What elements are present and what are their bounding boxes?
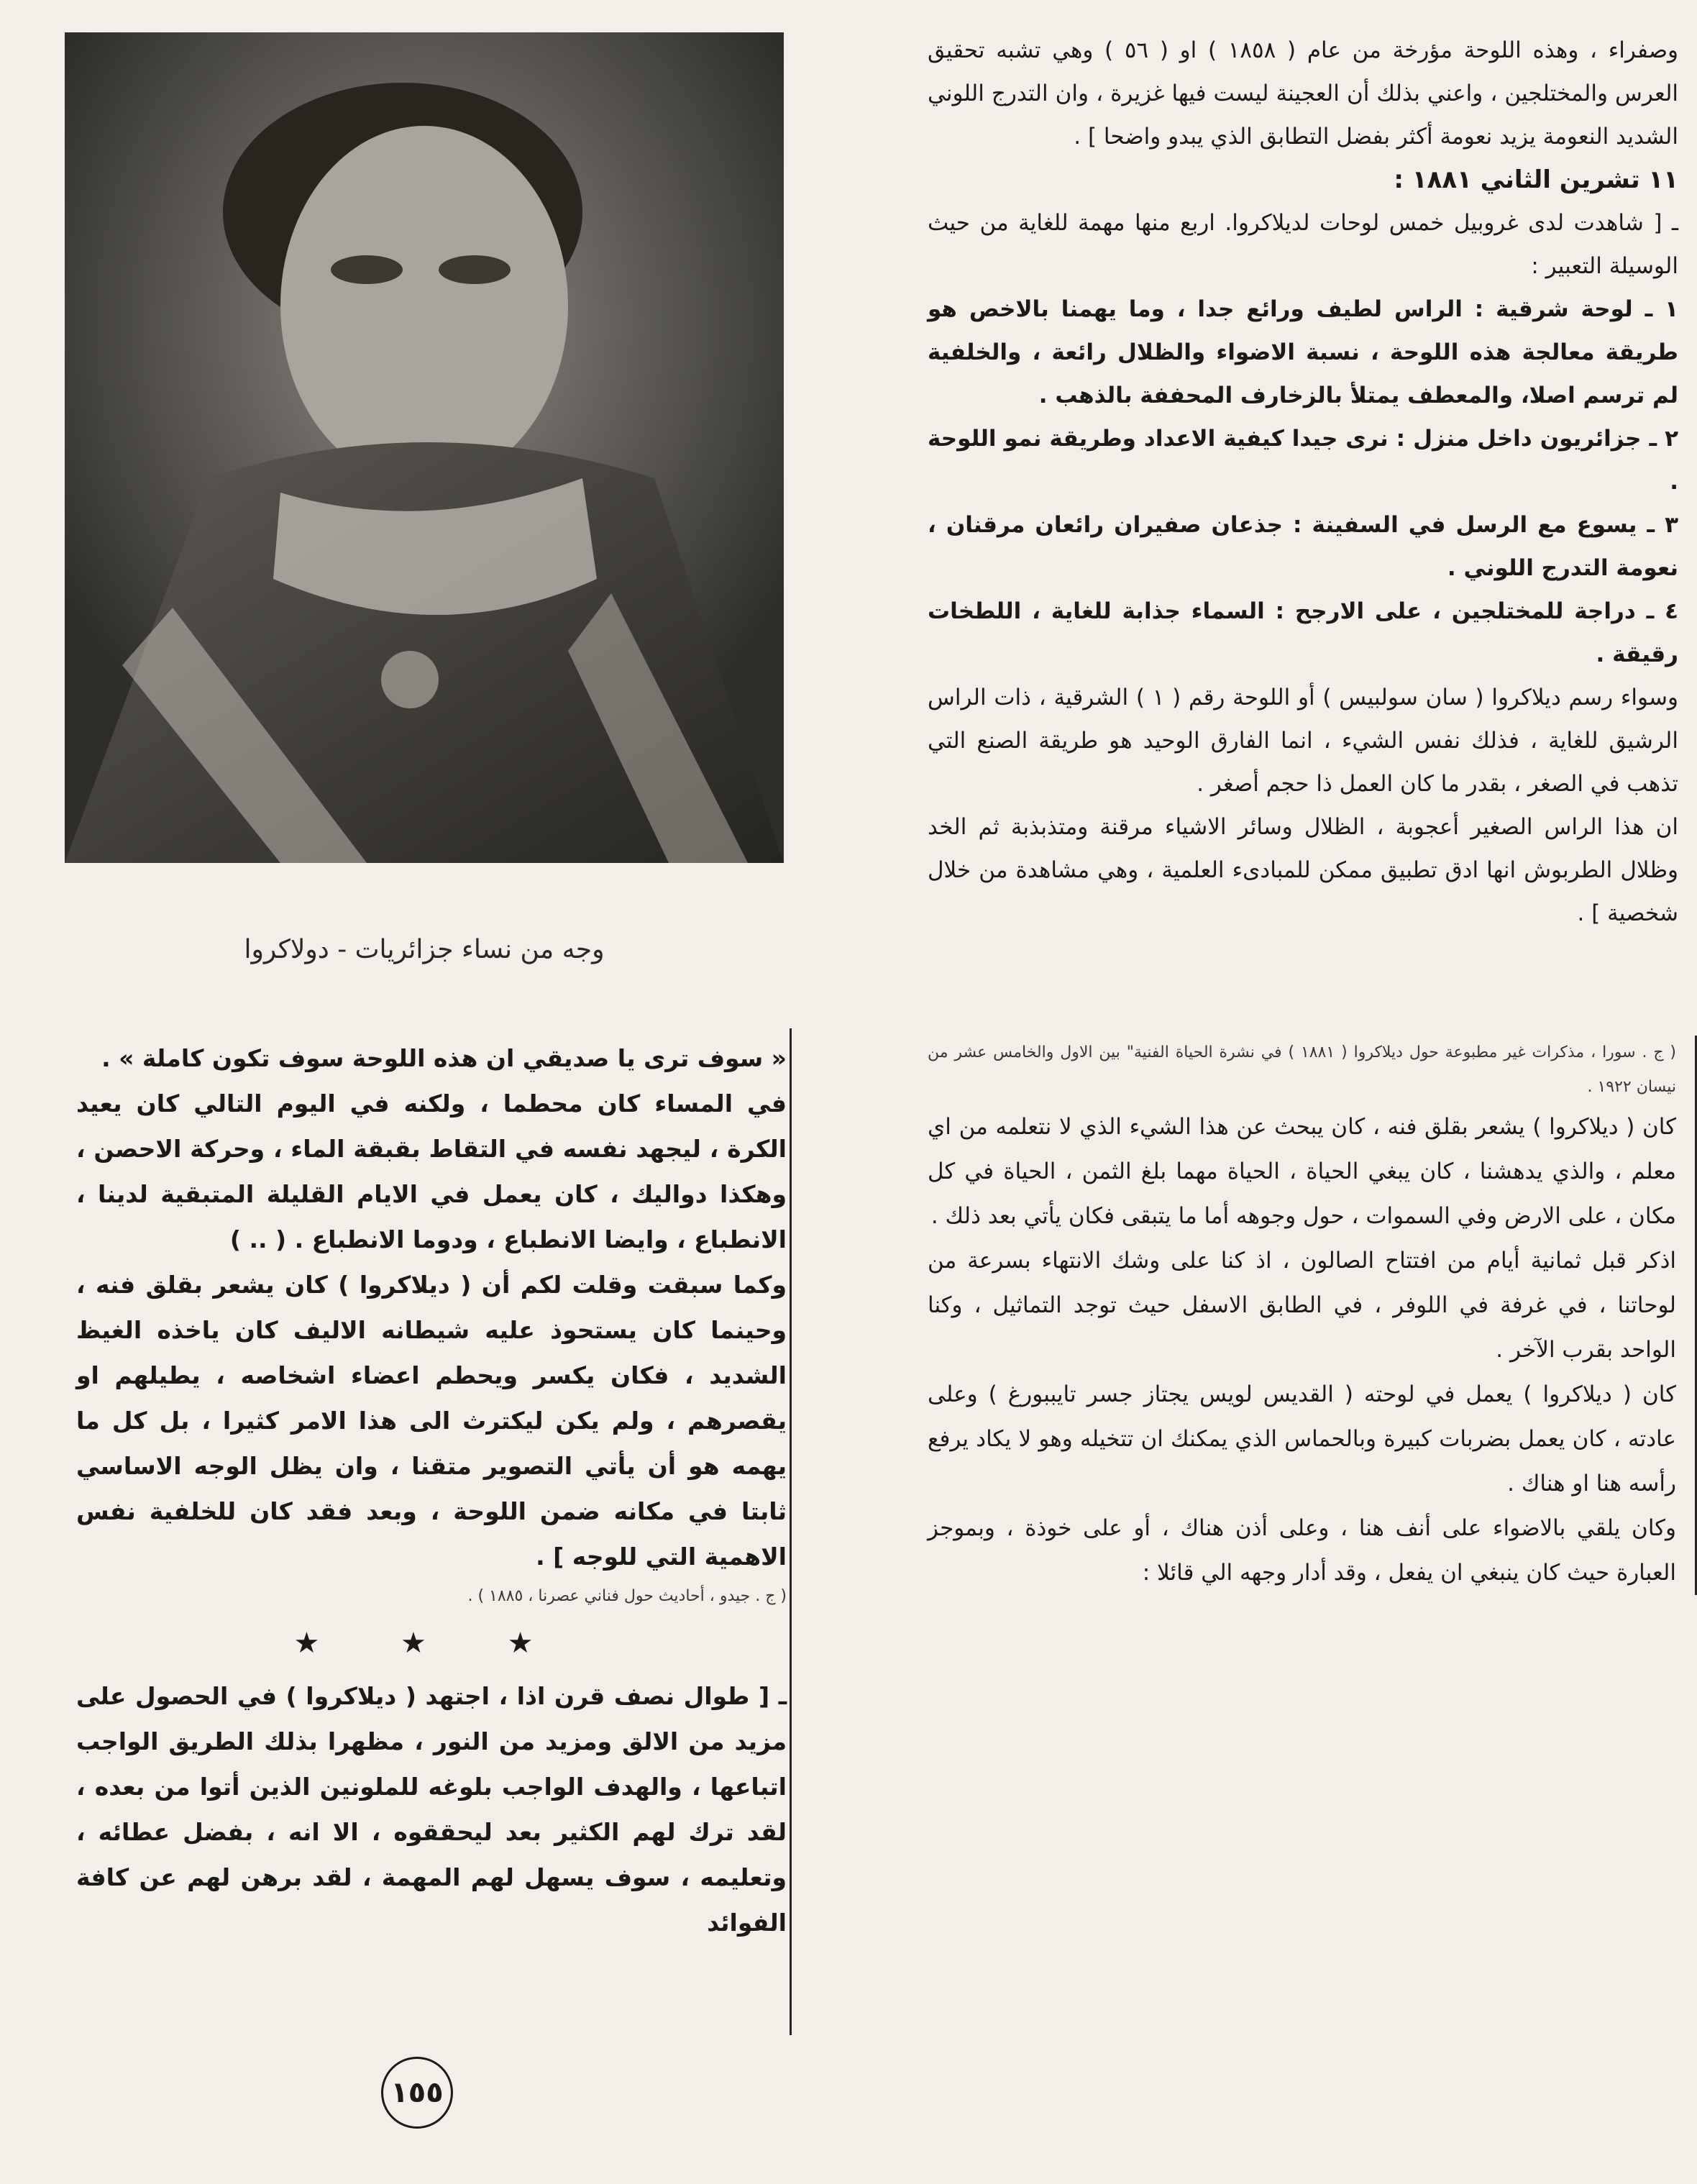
list-item: ٢ ـ جزائريون داخل منزل : نرى جيدا كيفية الاعداد وطريقة نمو اللوحة . bbox=[928, 426, 1678, 495]
stars-separator: ★ ★ ★ bbox=[293, 1627, 570, 1660]
page-number: ١٥٥ bbox=[381, 2057, 453, 2129]
paragraph: كان ( ديلاكروا ) يشعر بقلق فنه ، كان يبحث عن هذا الشيء الذي لا نتعلمه من اي معلم ، والذي يدهشنا ، كان يبغي الحياة ، الحياة مهما بلغ الثمن ، الحياة في كل مكان ، على الارض وفي السموات ، حول وجوهه أما ما يتبقى فكان يأتي بعد ذلك . bbox=[928, 1114, 1676, 1229]
photo-caption: وجه من نساء جزائريات - دولاكروا bbox=[244, 935, 605, 964]
paragraph: « سوف ترى يا صديقي ان هذه اللوحة سوف تكون كاملة » . bbox=[101, 1044, 787, 1072]
paragraph: وصفراء ، وهذه اللوحة مؤرخة من عام ( ١٨٥٨ ) او ( ٥٦ ) وهي تشبه تحقيق العرس والمختلجين ، واعني بذلك أن العجينة ليست فيها غزيرة ، وان التدرج اللوني الشديد النعومة يزيد نعومة أكثر بفضل التطابق الذي يبدو واضحا ] . bbox=[928, 37, 1678, 150]
date-heading: ١١ تشرين الثاني ١٨٨١ : bbox=[1394, 165, 1678, 194]
paragraph: ـ [ طوال نصف قرن اذا ، اجتهد ( ديلاكروا ) في الحصول على مزيد من الالق ومزيد من النور ، مظهرا بذلك الطريق الواجب اتباعها ، والهدف الواجب بلوغه للملونين الذين أتوا من بعده ، لقد ترك لهم الكثير بعد ليحققوه ، الا انه ، بفضل عطائه ، وتعليمه ، سوف يسهل لهم المهمة ، لقد برهن لهم عن كافة الفوائد bbox=[76, 1682, 787, 1937]
right-column-bottom bbox=[913, 1036, 1697, 1595]
right-column-top bbox=[913, 29, 1697, 935]
paragraph: ان هذا الراس الصغير أعجوبة ، الظلال وسائر الاشياء مرقنة ومتذبذبة ثم الخد وظلال الطربوش انها ادق تطبيق ممكن للمبادىء العلمية ، وهي مشاهدة من خلال شخصية ] . bbox=[928, 814, 1678, 926]
paragraph: وكان يلقي بالاضواء على أنف هنا ، وعلى أذن هناك ، أو على خوذة ، وبموجز العبارة حيث كان ينبغي ان يفعل ، وقد أدار وجهه الي قائلا : bbox=[928, 1515, 1676, 1586]
paragraph: وكما سبقت وقلت لكم أن ( ديلاكروا ) كان يشعر بقلق فنه ، وحينما كان يستحوذ عليه شيطانه الاليف كان ياخذه الغيظ الشديد ، فكان يكسر ويحطم اعضاء اشخاصه ، يطيلهم او يقصرهم ، ولم يكن ليكترث الى هذا الامر كثيرا ، بل كل ما يهمه هو أن يأتي التصوير متقنا ، وان يظل الوجه الاساسي ثابتا في مكانه ضمن اللوحة ، وبعد فقد كان للخلفية نفس الاهمية التي للوجه ] . bbox=[76, 1271, 787, 1571]
paragraph: وسواء رسم ديلاكروا ( سان سولبيس ) أو اللوحة رقم ( ١ ) الشرقية ، ذات الراس الرشيق للغاية ، فذلك نفس الشيء ، انما الفارق الوحيد هو طريقة الصنع التي تذهب في الصغر ، بقدر ما كان العمل ذا حجم أصغر . bbox=[928, 685, 1678, 797]
left-column-bottom bbox=[65, 1036, 798, 1945]
list-item: ١ ـ لوحة شرقية : الراس لطيف ورائع جدا ، وما يهمنا بالاخص هو طريقة معالجة هذه اللوحة ، نسبة الاضواء والظلال رائعة ، والخلفية لم ترسم اصلا، والمعطف يمتلأ بالزخارف المحففة بالذهب . bbox=[928, 296, 1678, 408]
paragraph: اذكر قبل ثمانية أيام من افتتاح الصالون ، اذ كنا على وشك الانتهاء بسرعة من لوحاتنا ، في غرفة في اللوفر ، في الطابق الاسفل حيث توجد التماثيل ، وكنا الواحد بقرب الآخر . bbox=[928, 1248, 1676, 1363]
list-item: ٣ ـ يسوع مع الرسل في السفينة : جذعان صفيران رائعان مرقنان ، نعومة التدرج اللوني . bbox=[928, 512, 1678, 581]
citation: ( ج . جيدو ، أحاديث حول فناني عصرنا ، ١٨٨٥ ) . bbox=[467, 1587, 787, 1605]
portrait-image bbox=[65, 32, 784, 863]
paragraph: ـ [ شاهدت لدى غروبيل خمس لوحات لديلاكروا. اربع منها مهمة للغاية من حيث الوسيلة التعبير : bbox=[928, 210, 1678, 279]
citation: ( ج . سورا ، مذكرات غير مطبوعة حول ديلاكروا ( ١٨٨١ ) في نشرة الحياة الفنية" بين الاول والخامس عشر من نيسان ١٩٢٢ . bbox=[928, 1043, 1676, 1096]
list-item: ٤ ـ دراجة للمختلجين ، على الارجح : السماء جذابة للغاية ، اللطخات رقيقة . bbox=[928, 598, 1678, 667]
portrait-photo bbox=[65, 32, 784, 863]
paragraph: في المساء كان محطما ، ولكنه في اليوم التالي كان يعيد الكرة ، ليجهد نفسه في التقاط بقبقة الماء ، وحركة الاحصن ، وهكذا دواليك ، كان يعمل في الايام القليلة المتبقية لدينا ، الانطباع ، وايضا الانطباع ، ودوما الانطباع . ( .. ) bbox=[76, 1089, 787, 1253]
paragraph: كان ( ديلاكروا ) يعمل في لوحته ( القديس لويس يجتاز جسر تايببورغ ) وعلى عادته ، كان يعمل بضربات كبيرة وبالحماس الذي يمكنك ان تتخيله وهو لا يكاد يرفع رأسه هنا او هناك . bbox=[928, 1381, 1676, 1497]
